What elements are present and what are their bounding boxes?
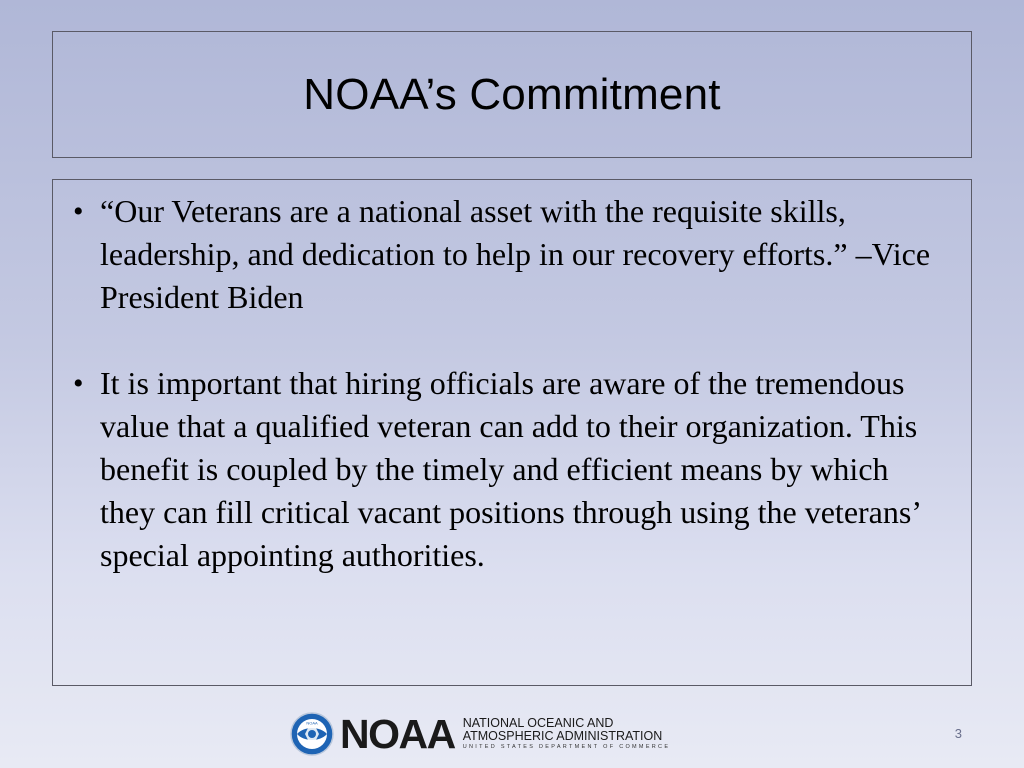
bullet-text: “Our Veterans are a national asset with the requisite skills, leadership, and dedication to help in our recovery efforts.” –Vice President Biden bbox=[100, 193, 931, 315]
slide-number: 3 bbox=[954, 726, 962, 741]
seal-lettering: NOAA bbox=[306, 720, 318, 726]
bullet-icon: • bbox=[73, 195, 84, 228]
agency-name-block bbox=[463, 717, 671, 751]
noaa-seal-icon bbox=[290, 712, 334, 756]
agency-name-line2: ATMOSPHERIC ADMINISTRATION bbox=[462, 729, 663, 743]
title-box bbox=[52, 31, 972, 158]
bullet-list bbox=[73, 190, 941, 577]
bullet-icon: • bbox=[73, 367, 84, 400]
noaa-logo bbox=[290, 710, 690, 758]
department-name: UNITED STATES DEPARTMENT OF COMMERCE bbox=[462, 744, 671, 750]
bullet-item-quote bbox=[73, 190, 941, 319]
bullet-text: It is important that hiring officials are aware of the tremendous value that a qualified veteran can add to their organization. This benefit is coupled by the timely and efficient means by which they can fill critical vacant positions through using the veterans’ special appointing authorities. bbox=[100, 365, 920, 573]
agency-name-line1: NATIONAL OCEANIC AND bbox=[462, 716, 614, 730]
bullet-item-hiring bbox=[73, 362, 941, 577]
noaa-wordmark: NOAA bbox=[340, 710, 455, 757]
content-box bbox=[52, 179, 972, 686]
slide-title: NOAA’s Commitment bbox=[303, 69, 721, 119]
